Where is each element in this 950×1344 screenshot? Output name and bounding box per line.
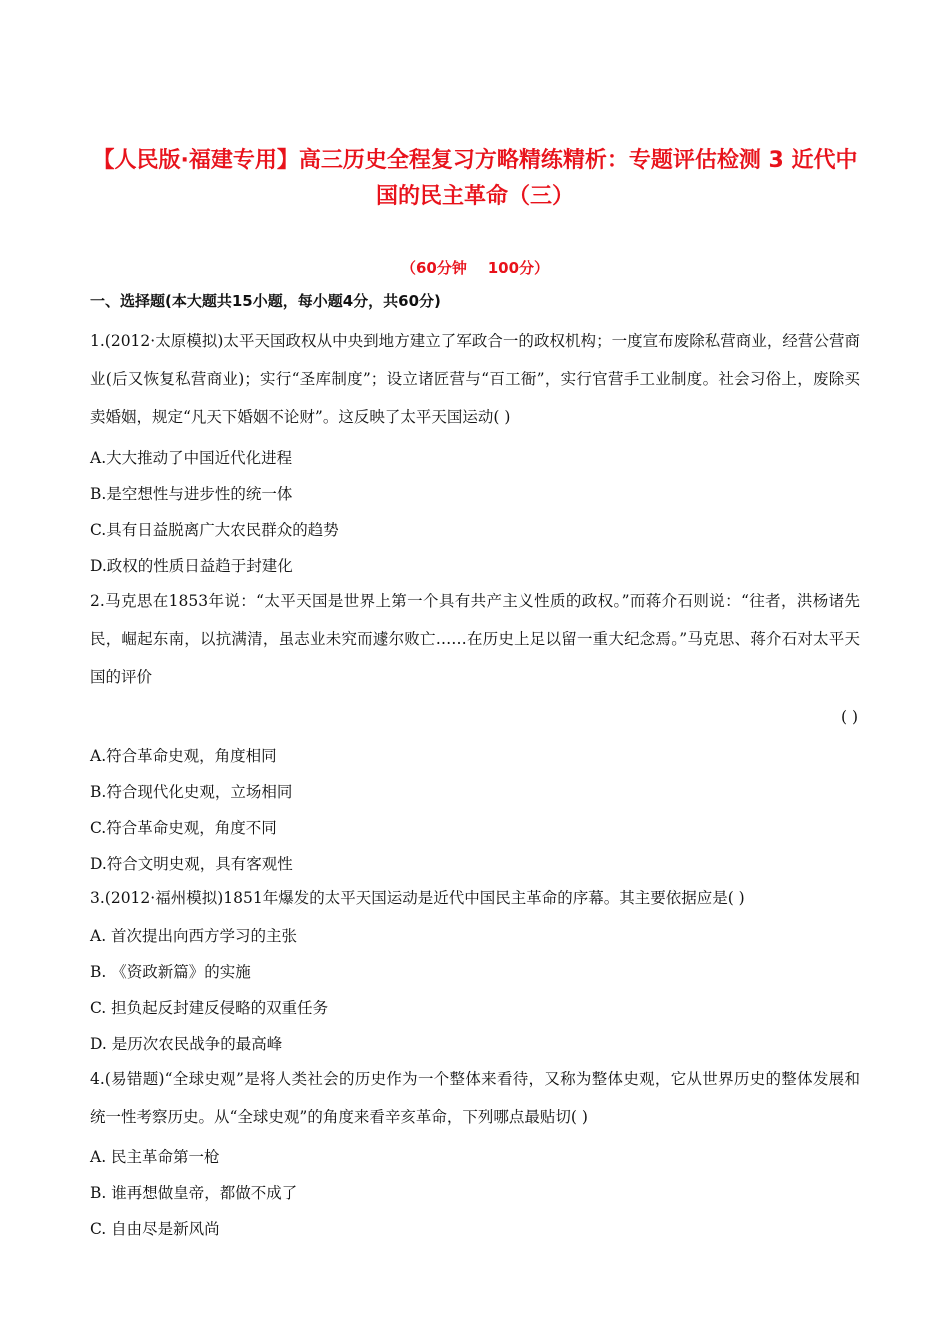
question-2-option-c: C.符合革命史观，角度不同 — [90, 819, 277, 837]
question-1-option-c: C.具有日益脱离广大农民群众的趋势 — [90, 521, 339, 539]
question-1-option-a: A.大大推动了中国近代化进程 — [90, 449, 293, 467]
question-2-answer-paren: ( ) — [840, 708, 858, 726]
exam-time-score: （60分钟 100分） — [400, 259, 550, 277]
question-3-option-c: C. 担负起反封建反侵略的双重任务 — [90, 999, 329, 1017]
question-3-stem: 3.(2012·福州模拟)1851年爆发的太平天国运动是近代中国民主革命的序幕。其主要依据应是( ) — [90, 889, 745, 907]
question-2-option-d: D.符合文明史观，具有客观性 — [90, 855, 293, 873]
question-1-option-b: B.是空想性与进步性的统一体 — [90, 485, 293, 503]
question-4-option-b: B. 谁再想做皇帝，都做不成了 — [90, 1184, 298, 1202]
section-heading: 一、选择题(本大题共15小题，每小题4分，共60分) — [90, 292, 441, 310]
question-3-option-a: A. 首次提出向西方学习的主张 — [90, 927, 298, 945]
question-4-option-c: C. 自由尽是新风尚 — [90, 1220, 220, 1238]
question-3-option-b: B. 《资政新篇》的实施 — [90, 963, 251, 981]
question-4-stem: 4.(易错题)“全球史观”是将人类社会的历史作为一个整体来看待，又称为整体史观，它从世界历史的整体发展和统一性考察历史。从“全球史观”的角度来看辛亥革命，下列哪点最贴切( ) — [90, 1070, 860, 1126]
question-4-option-a: A. 民主革命第一枪 — [90, 1148, 220, 1166]
document-title: 【人民版·福建专用】高三历史全程复习方略精练精析：专题评估检测 3 近代中国的民主革命（三） — [92, 148, 858, 209]
question-3-option-d: D. 是历次农民战争的最高峰 — [90, 1035, 283, 1053]
question-2-option-b: B.符合现代化史观，立场相同 — [90, 783, 293, 801]
question-2-option-a: A.符合革命史观，角度相同 — [90, 747, 277, 765]
question-1-stem: 1.(2012·太原模拟)太平天国政权从中央到地方建立了军政合一的政权机构；一度宣布废除私营商业，经营公营商业(后又恢复私营商业)；实行“圣库制度”；设立诸匠营与“百工衙”，实行官营手工业制度。社会习俗上，废除买卖婚姻，规定“凡天下婚姻不论财”。这反映了太平天国运动( ) — [90, 332, 860, 426]
question-1-option-d: D.政权的性质日益趋于封建化 — [90, 557, 293, 575]
question-2-stem: 2.马克思在1853年说：“太平天国是世界上第一个具有共产主义性质的政权。”而蒋介石则说：“往者，洪杨诸先民，崛起东南，以抗满清，虽志业未究而遽尔败亡……在历史上足以留一重大纪念焉。”马克思、蒋介石对太平天国的评价 — [90, 592, 860, 686]
